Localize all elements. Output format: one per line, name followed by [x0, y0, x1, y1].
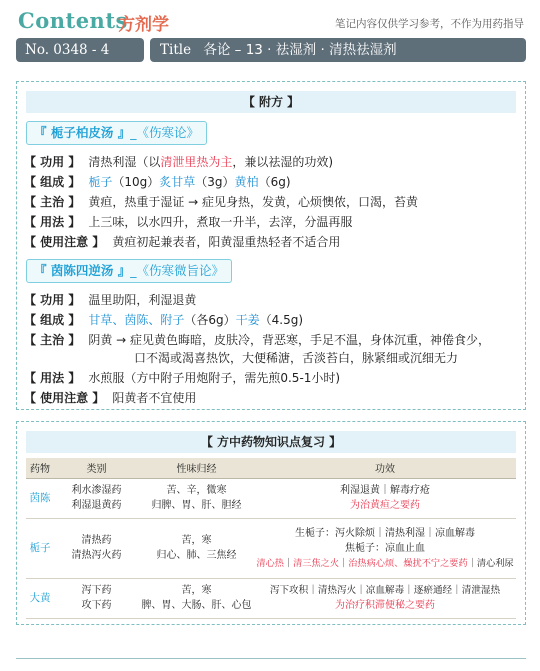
formula-source: _《伤寒微旨论》 — [130, 263, 224, 278]
f2-gongyong: 【 功用 】 温里助阳，利湿退黄 — [24, 293, 197, 307]
f1-yongfa: 【 用法 】 上三味，以水四升，煮取一升半，去滓，分温再服 — [24, 215, 353, 229]
formula-source: _《伤寒论》 — [130, 125, 199, 140]
f2-zhuzhi-cont: 口不渴或渴喜热饮，大便稀溏，舌淡苔白，脉紧细或沉细无力 — [134, 351, 459, 365]
f2-zhuyi: 【 使用注意 】 阳黄者不宜使用 — [24, 391, 197, 405]
column-header: 功效 — [254, 458, 516, 478]
footer-divider — [16, 658, 526, 659]
f1-zhuyi: 【 使用注意 】 黄疸初起兼表者，阳黄湿重热轻者不适合用 — [24, 235, 341, 249]
title-label: Title — [160, 42, 192, 58]
drug-cell: 大黄 — [26, 578, 54, 618]
label: 【 组成 】 — [24, 175, 81, 189]
formulas-section — [16, 81, 526, 410]
column-header: 类别 — [54, 458, 139, 478]
drug-cell: 茵陈 — [26, 478, 54, 518]
drug-name: 炙甘草 — [159, 175, 196, 189]
category-cell: 泻下药 攻下药 — [54, 578, 139, 618]
page-title: Contents — [18, 8, 128, 33]
highlight-text: 清泄里热为主 — [160, 155, 233, 169]
note-number: No. 0348 - 4 — [25, 42, 110, 58]
f1-zucheng: 【 组成 】 栀子（10g）炙甘草（3g）黄柏（6g) — [24, 175, 291, 189]
review-heading: 【 方中药物知识点复习 】 — [26, 431, 516, 453]
category-cell: 清热药 清热泻火药 — [54, 518, 139, 578]
disclaimer-note: 笔记内容仅供学习参考，不作为用药指导 — [335, 18, 524, 30]
table-header-row — [26, 458, 516, 478]
drug-cell: 栀子 — [26, 518, 54, 578]
label: 【 功用 】 — [24, 155, 81, 169]
note-number-bar — [16, 38, 144, 62]
formula-title-zhizibaipi — [26, 121, 207, 145]
efficacy-cell: 泻下攻积｜清热泻火｜凉血解毒｜逐瘀通经｜清泄湿热 为治疗积滞便秘之要药 — [254, 578, 516, 618]
drug-name: 干姜 — [235, 313, 260, 327]
nature-cell: 苦，寒 脾、胃、大肠、肝、心包 — [139, 578, 254, 618]
page-header — [16, 8, 526, 38]
efficacy-cell: 生栀子：泻火除烦｜清热利湿｜凉血解毒 焦栀子：凉血止血 清心热｜清三焦之火｜治热病心烦、燥扰不宁之要药｜清心利尿 — [254, 518, 516, 578]
formulas-heading: 【 附方 】 — [26, 91, 516, 113]
nature-cell: 苦，寒 归心、肺、三焦经 — [139, 518, 254, 578]
title-text: 各论 – 13 · 祛湿剂 · 清热祛湿剂 — [203, 42, 397, 58]
category-cell: 利水渗湿药 利湿退黄药 — [54, 478, 139, 518]
formula-name: 『 栀子柏皮汤 』 — [34, 125, 131, 140]
table-row — [26, 578, 516, 618]
label: 【 功用 】 — [24, 293, 81, 307]
formula-name: 『 茵陈四逆汤 』 — [34, 263, 131, 278]
note-title-bar — [150, 38, 526, 62]
f2-yongfa: 【 用法 】 水煎服（方中附子用炮附子，需先煎0.5-1小时) — [24, 371, 341, 385]
label: 【 使用注意 】 — [24, 235, 105, 249]
label: 【 使用注意 】 — [24, 391, 105, 405]
label: 【 组成 】 — [24, 313, 81, 327]
label: 【 主治 】 — [24, 333, 81, 347]
table-row — [26, 478, 516, 518]
table-row — [26, 518, 516, 578]
page-subtitle: 方剂学 — [118, 15, 169, 35]
drug-name: 栀子 — [88, 175, 113, 189]
label: 【 用法 】 — [24, 371, 81, 385]
review-section — [16, 421, 526, 625]
formula-title-yinchensini — [26, 259, 232, 283]
f2-zucheng: 【 组成 】 甘草、茵陈、附子（各6g）干姜（4.5g) — [24, 313, 304, 327]
column-header: 性味归经 — [139, 458, 254, 478]
drug-name: 甘草、茵陈、附子 — [88, 313, 185, 327]
column-header: 药物 — [26, 458, 54, 478]
f2-zhuzhi: 【 主治 】 阴黄 → 症见黄色晦暗，皮肤冷，背恶寒，手足不温，身体沉重，神倦食少， — [24, 333, 491, 347]
drug-name: 黄柏 — [234, 175, 259, 189]
label: 【 用法 】 — [24, 215, 81, 229]
label: 【 主治 】 — [24, 195, 81, 209]
f1-gongyong: 【 功用 】 清热利湿（以清泄里热为主，兼以祛湿的功效) — [24, 155, 334, 169]
efficacy-cell: 利湿退黄｜解毒疗疮 为治黄疸之要药 — [254, 478, 516, 518]
knowledge-table — [26, 458, 516, 619]
nature-cell: 苦、辛，微寒 归脾、胃、肝、胆经 — [139, 478, 254, 518]
f1-zhuzhi: 【 主治 】 黄疸，热重于湿证 → 症见身热，发黄，心烦懊侬，口渴，苔黄 — [24, 195, 419, 209]
